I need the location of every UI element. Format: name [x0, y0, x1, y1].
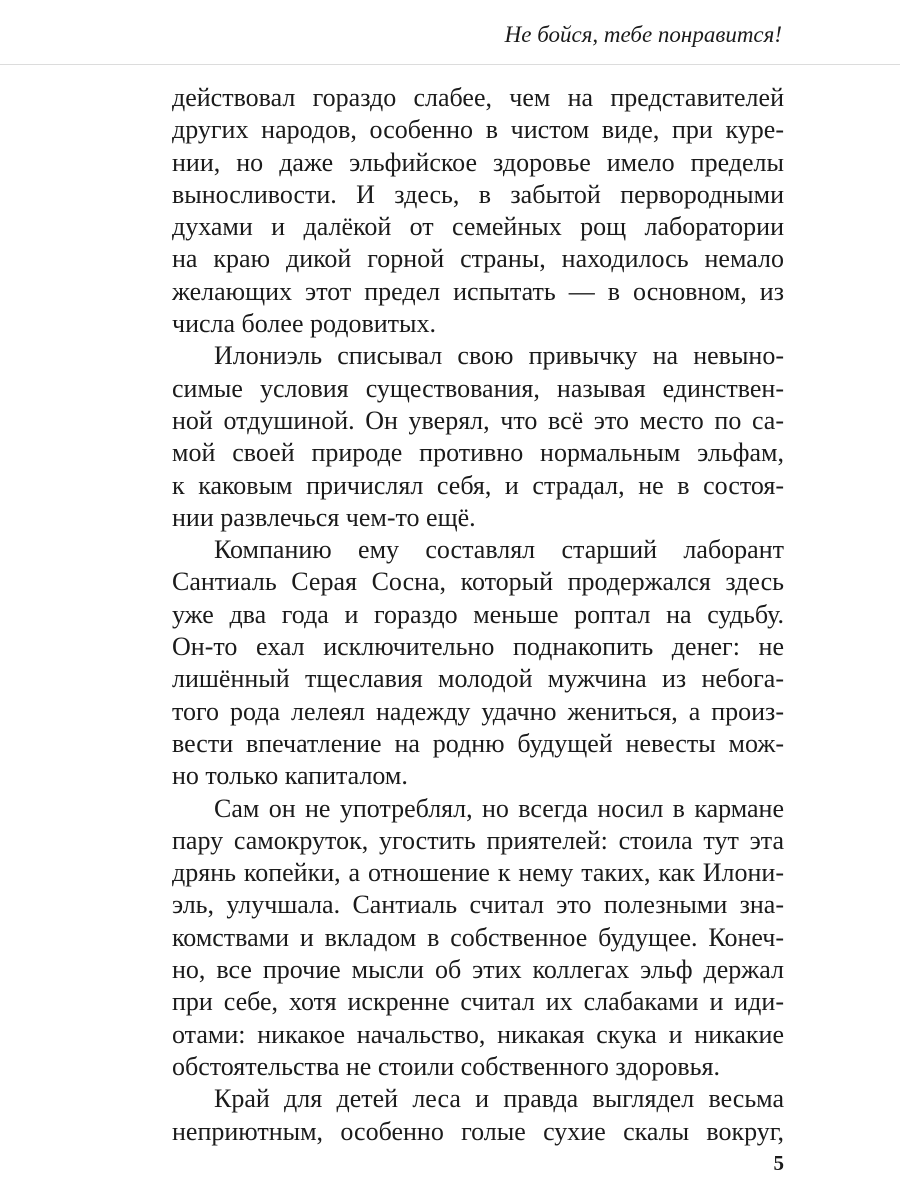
text-line: уже два года и гораздо меньше роптал на судьбу.	[172, 599, 784, 629]
text-line: вести впечатление на родню будущей невесты мож-	[172, 728, 784, 758]
text-line: отами: никакое начальство, никакая скука и никакие	[172, 1019, 784, 1049]
text-line: лишённый тщеславия молодой мужчина из небога-	[172, 664, 784, 694]
body-text	[172, 82, 784, 1148]
text-line: неприютным, особенно голые сухие скалы вокруг,	[172, 1116, 784, 1146]
text-line: действовал гораздо слабее, чем на представителей	[172, 83, 784, 112]
text-line: комствами и вкладом в собственное будущее. Конеч-	[172, 922, 784, 952]
text-line: на краю дикой горной страны, находилось немало	[172, 244, 784, 274]
text-line: Илониэль списывал свою привычку на невыно-	[214, 341, 784, 371]
text-line: пару самокруток, угостить приятелей: стоила тут эта	[172, 825, 784, 855]
running-title: Не бойся, тебе понравится!	[504, 22, 782, 47]
text-line: того рода лелеял надежду удачно жениться, а произ-	[172, 696, 784, 726]
text-line: желающих этот предел испытать — в основном, из	[172, 276, 784, 306]
header-divider	[0, 64, 900, 65]
text-line: Он-то ехал исключительно поднакопить денег: не	[172, 632, 784, 662]
text-line: нии развлечься чем-то ещё.	[172, 502, 476, 532]
text-line: Сам он не употреблял, но всегда носил в кармане	[214, 793, 784, 823]
text-line: ной отдушиной. Он уверял, что всё это место по са-	[172, 405, 784, 435]
text-line: духами и далёкой от семейных рощ лаборатории	[172, 212, 784, 242]
text-line: мой своей природе противно нормальным эльфам,	[172, 438, 784, 468]
text-line: при себе, хотя искренне считал их слабаками и иди-	[172, 987, 784, 1017]
text-line: Компанию ему составлял старший лаборант	[214, 535, 784, 565]
text-line: нии, но даже эльфийское здоровье имело пределы	[172, 147, 784, 177]
text-line: обстоятельства не стоили собственного здоровья.	[172, 1051, 720, 1081]
text-line: выносливости. И здесь, в забытой первородными	[172, 179, 784, 209]
text-line: числа более родовитых.	[172, 309, 436, 339]
text-line: симые условия существования, называя единствен-	[172, 373, 784, 403]
text-line: дрянь копейки, а отношение к нему таких, как Илони-	[172, 858, 784, 888]
text-line: к каковым причислял себя, и страдал, не в состоя-	[172, 470, 784, 500]
text-line: но только капиталом.	[172, 761, 408, 791]
text-line: эль, улучшала. Сантиаль считал это полезными зна-	[172, 890, 784, 920]
text-line: но, все прочие мысли об этих коллегах эльф держал	[172, 955, 784, 985]
text-line: Край для детей леса и правда выглядел весьма	[214, 1084, 784, 1114]
text-line: других народов, особенно в чистом виде, при куре-	[172, 115, 784, 145]
page-number: 5	[773, 1151, 784, 1175]
text-line: Сантиаль Серая Сосна, который продержался здесь	[172, 567, 784, 597]
